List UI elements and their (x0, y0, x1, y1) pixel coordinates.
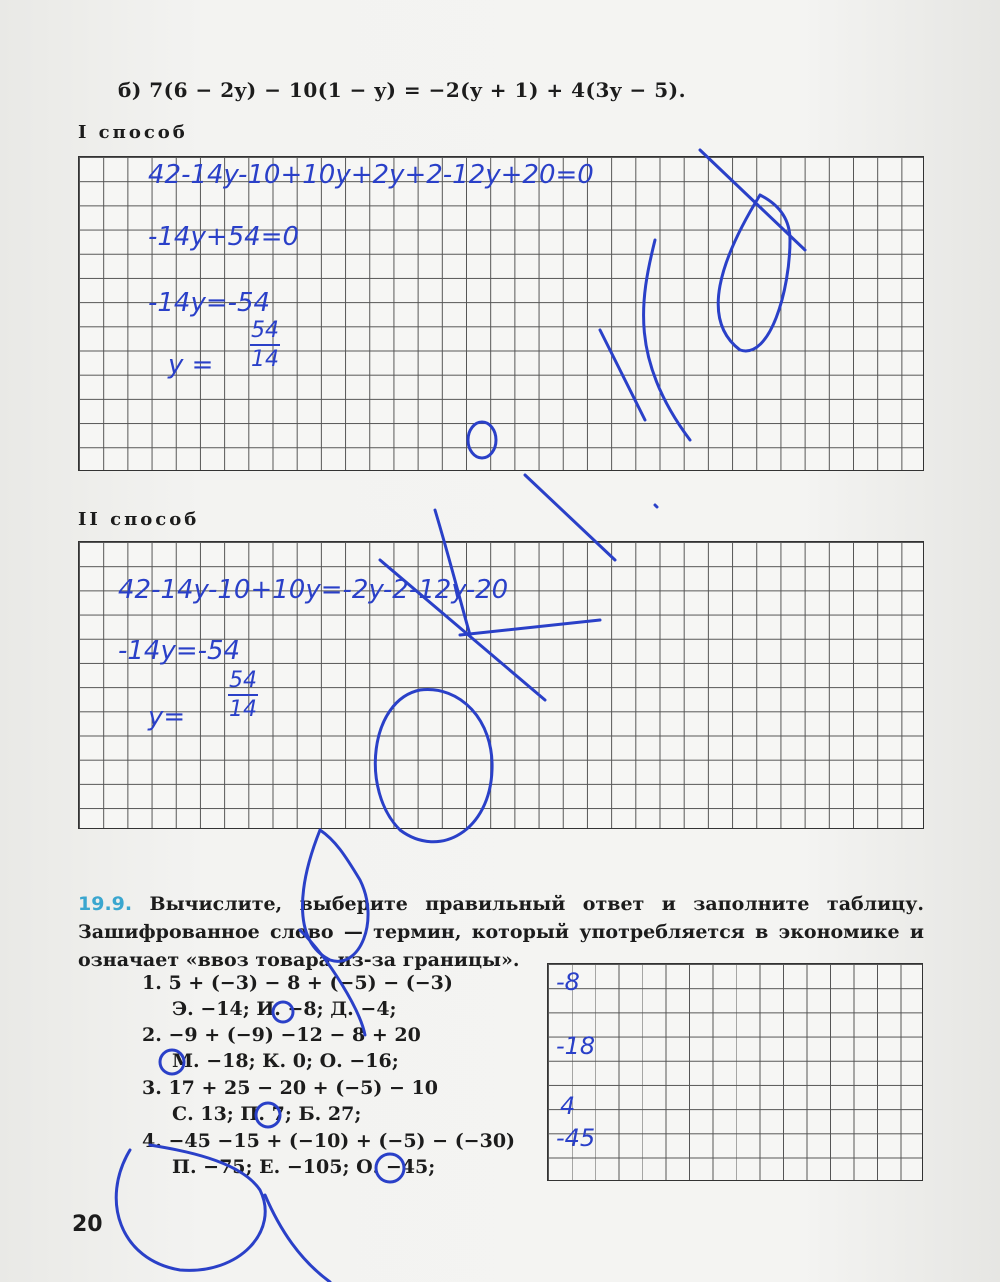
scribble-mark (265, 1195, 330, 1282)
method-1-line-2: -14y+54=0 (148, 222, 300, 252)
item-options: М. −18; К. 0; О. −16; (172, 1050, 399, 1072)
method-2-line-1: 42-14y-10+10y=-2y-2-12y-20 (118, 575, 509, 605)
task-19-9 (78, 890, 924, 974)
fraction-numerator: 54 (229, 668, 257, 693)
answer-grid (547, 963, 923, 1181)
task-number: 19.9. (78, 893, 133, 915)
task-text: Вычислите, выберите правильный ответ и заполните таблицу. Зашифрованное слово — термин, который употребляется в экономике и означает «ввоз товара из-за границы». (78, 893, 924, 971)
method-2-line-2: -14y=-54 (118, 636, 241, 666)
answer-2: -18 (556, 1032, 596, 1060)
fraction-denominator: 14 (229, 697, 257, 722)
answer-4: -45 (556, 1124, 596, 1152)
method-1-line-4: y = (168, 350, 214, 380)
fraction-denominator: 14 (251, 347, 279, 372)
fraction-bar (250, 344, 280, 346)
item-options: П. −75; Е. −105; О. −45; (172, 1156, 436, 1178)
method-1-label: I способ (78, 122, 188, 143)
answer-1: -8 (556, 968, 580, 996)
fraction-numerator: 54 (251, 318, 279, 343)
answer-3: 4 (560, 1092, 576, 1120)
equation-header: б) 7(6 − 2y) − 10(1 − y) = −2(y + 1) + 4(3y − 5). (118, 78, 687, 102)
method-1-line-3: -14y=-54 (148, 288, 271, 318)
method-2-label: II способ (78, 509, 200, 530)
item-options: Э. −14; И. −8; Д. −4; (172, 998, 397, 1020)
task-item-2 (142, 1022, 421, 1074)
task-item-4 (142, 1128, 515, 1180)
item-expression: 3. 17 + 25 − 20 + (−5) − 10 (142, 1077, 438, 1099)
fraction-bar (228, 694, 258, 696)
item-expression: 4. −45 −15 + (−10) + (−5) − (−30) (142, 1130, 516, 1152)
scribble-mark (655, 505, 657, 507)
method-2-fraction (228, 668, 258, 722)
method-2-line-3: y= (148, 702, 186, 732)
task-item-1 (142, 970, 453, 1022)
item-options: С. 13; П. 7; Б. 27; (172, 1103, 362, 1125)
page-number: 20 (72, 1212, 103, 1237)
task-item-3 (142, 1075, 438, 1127)
item-expression: 1. 5 + (−3) − 8 + (−5) − (−3) (142, 972, 453, 994)
item-expression: 2. −9 + (−9) −12 − 8 + 20 (142, 1024, 421, 1046)
method-1-line-1: 42-14y-10+10y+2y+2-12y+20=0 (148, 160, 594, 190)
method-1-fraction (250, 318, 280, 372)
